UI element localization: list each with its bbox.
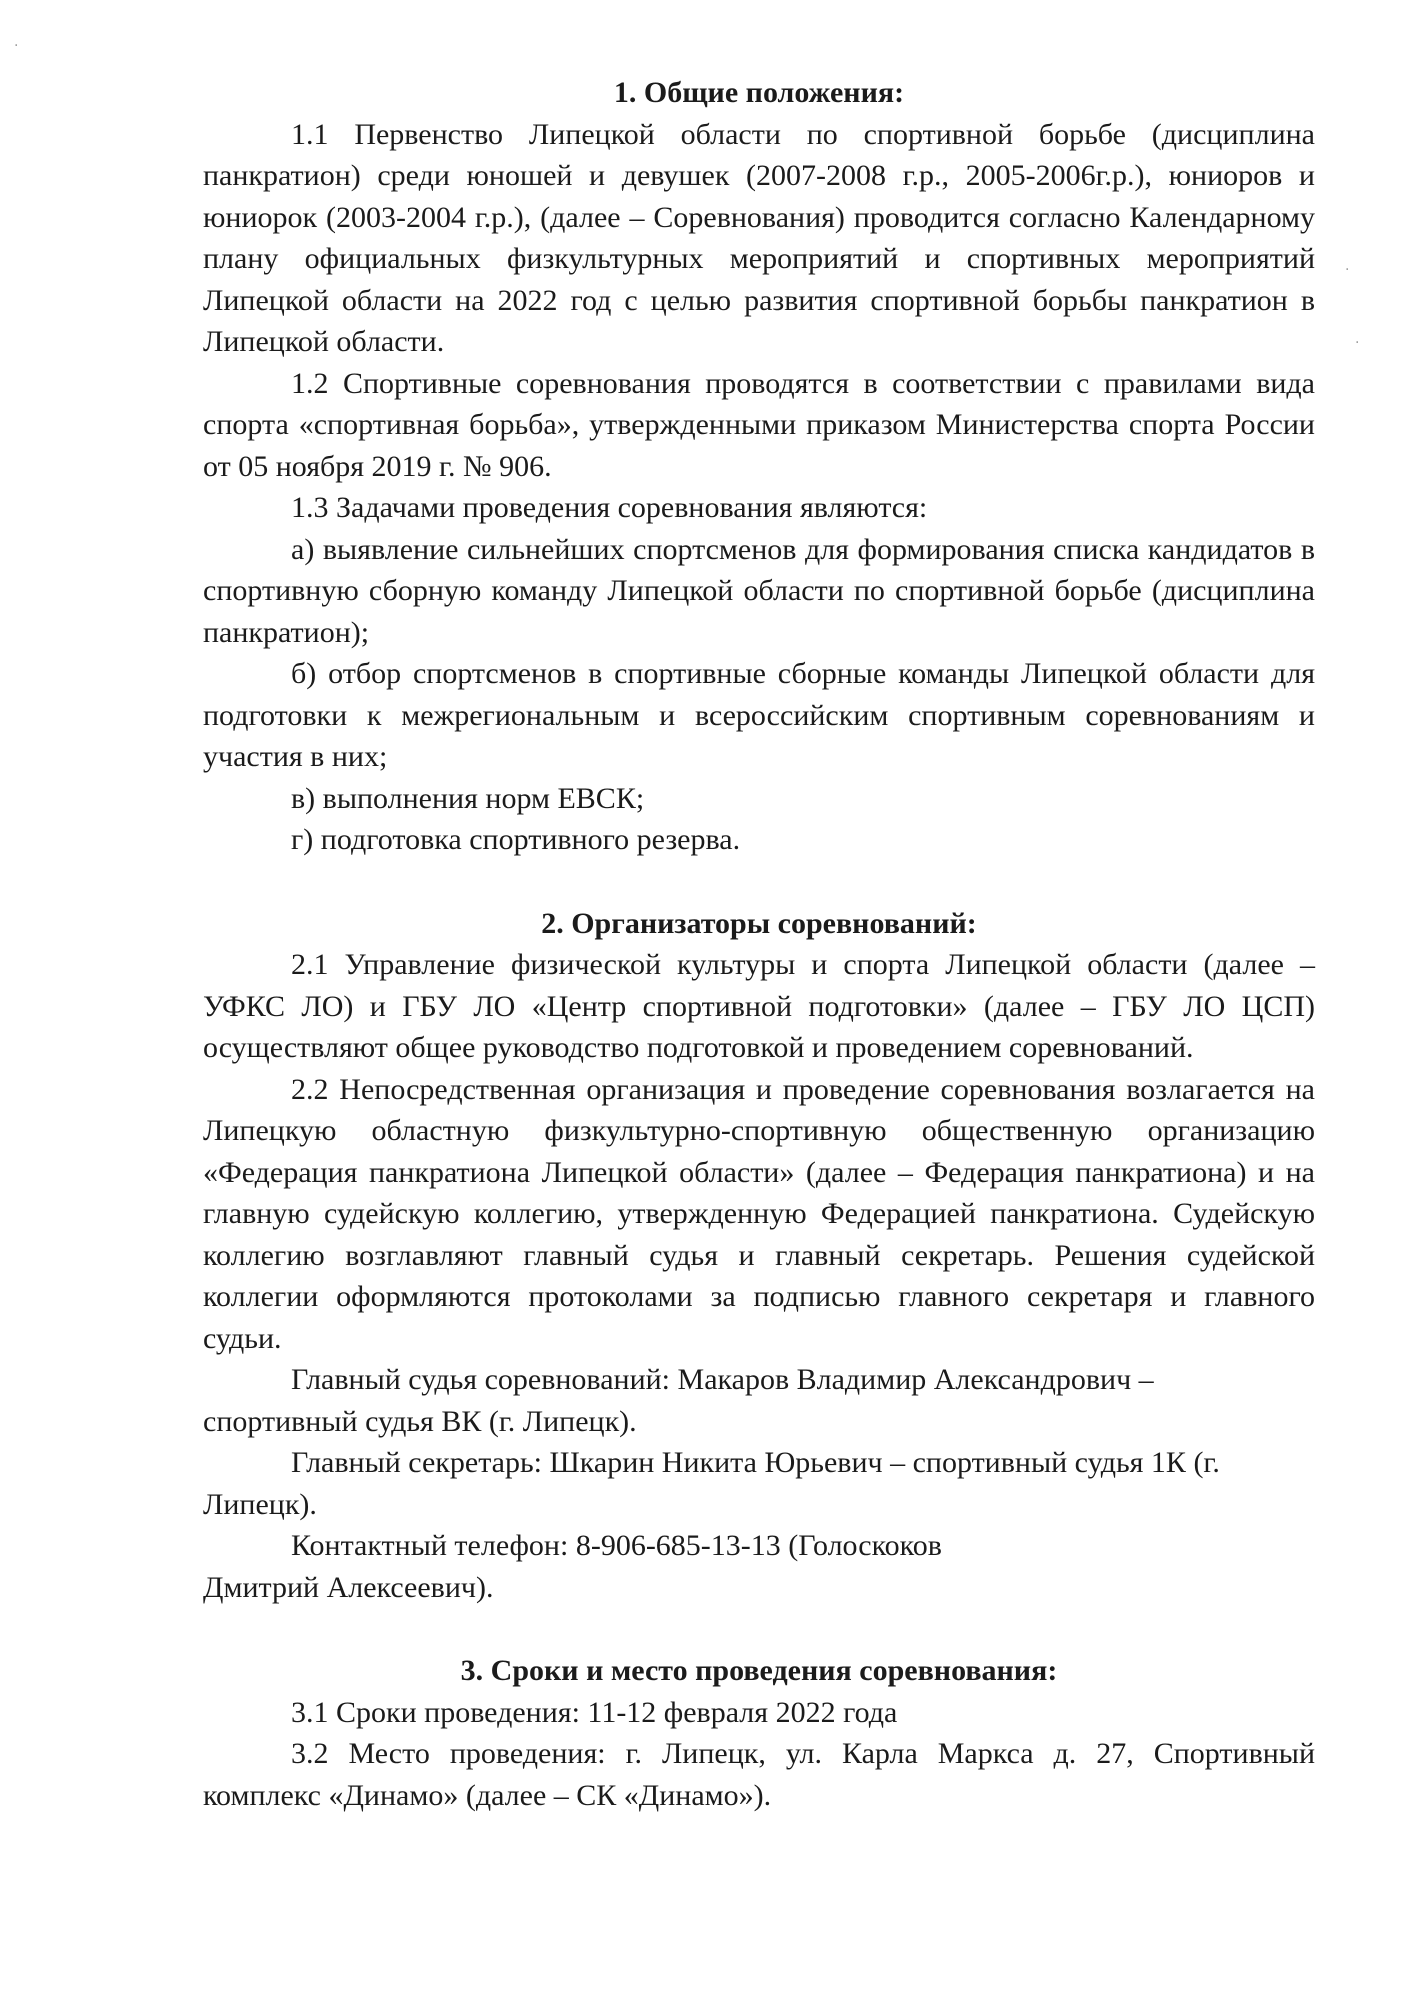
task-d: г) подготовка спортивного резерва. bbox=[291, 823, 741, 856]
contact-phone-line1: Контактный телефон: 8-906-685-13-13 (Голоскоков bbox=[291, 1529, 942, 1562]
task-c: в) выполнения норм ЕВСК; bbox=[291, 781, 645, 815]
paragraph-2-2: 2.2 Непосредственная организация и проведение соревнования возлагается на Липецкую областную физкультурно-спортивную общественную организацию «Федерация панкратиона Липецкой области» (далее – Федерация панкратиона) и на главную судейскую коллегию, утвержденную Федерацией панкратиона. Судейскую коллегию возглавляют главный судья и главный секретарь. Решения судейской коллегии оформляются протоколами за подписью главного секретаря и главного судьи. bbox=[203, 1072, 1315, 1355]
paragraph-1-1: 1.1 Первенство Липецкой области по спортивной борьбе (дисциплина панкратион) среди юношей и девушек (2007-2008 г.р., 2005-2006г.р.), юниоров и юниорок (2003-2004 г.р.), (далее – Соревнования) проводится согласно Календарному плану официальных физкультурных мероприятий и спортивных мероприятий Липецкой области на 2022 год с целью развития спортивной борьбы панкратион в Липецкой области. bbox=[203, 117, 1315, 358]
paragraph-3-2: 3.2 Место проведения: г. Липецк, ул. Карла Маркса д. 27, Спортивный комплекс «Динамо» (далее – СК «Динамо»). bbox=[203, 1737, 1315, 1812]
document-body bbox=[203, 72, 1315, 1816]
scan-speck: · bbox=[1355, 335, 1360, 351]
section-1-heading: 1. Общие положения: bbox=[613, 76, 905, 109]
paragraph-3-1: 3.1 Сроки проведения: 11-12 февраля 2022 года bbox=[291, 1695, 898, 1729]
paragraph-1-3: 1.3 Задачами проведения соревнования являются: bbox=[291, 491, 928, 524]
task-a: а) выявление сильнейших спортсменов для формирования списка кандидатов в спортивную сборную команду Липецкой области по спортивной борьбе (дисциплина панкратион); bbox=[203, 532, 1315, 649]
chief-judge: Главный судья соревнований: Макаров Владимир Александрович – спортивный судья ВК (г. Липецк). bbox=[203, 1363, 1154, 1438]
scan-speck: · bbox=[14, 38, 19, 54]
scan-speck: · bbox=[1345, 262, 1350, 278]
task-b: б) отбор спортсменов в спортивные сборные команды Липецкой области для подготовки к межрегиональным и всероссийским спортивным соревнованиям и участия в них; bbox=[203, 657, 1315, 773]
section-2-heading: 2. Организаторы соревнований: bbox=[541, 906, 977, 940]
paragraph-1-2: 1.2 Спортивные соревнования проводятся в соответствии с правилами вида спорта «спортивная борьба», утвержденными приказом Министерства спорта России от 05 ноября 2019 г. № 906. bbox=[203, 366, 1315, 483]
contact-phone-line2: Дмитрий Алексеевич). bbox=[203, 1570, 494, 1604]
paragraph-2-1: 2.1 Управление физической культуры и спорта Липецкой области (далее – УФКС ЛО) и ГБУ ЛО «Центр спортивной подготовки» (далее – ГБУ ЛО ЦСП) осуществляют общее руководство подготовкой и проведением соревнований. bbox=[203, 948, 1315, 1064]
chief-secretary: Главный секретарь: Шкарин Никита Юрьевич – спортивный судья 1К (г. Липецк). bbox=[203, 1446, 1220, 1521]
section-3-heading: 3. Сроки и место проведения соревнования: bbox=[460, 1654, 1058, 1687]
